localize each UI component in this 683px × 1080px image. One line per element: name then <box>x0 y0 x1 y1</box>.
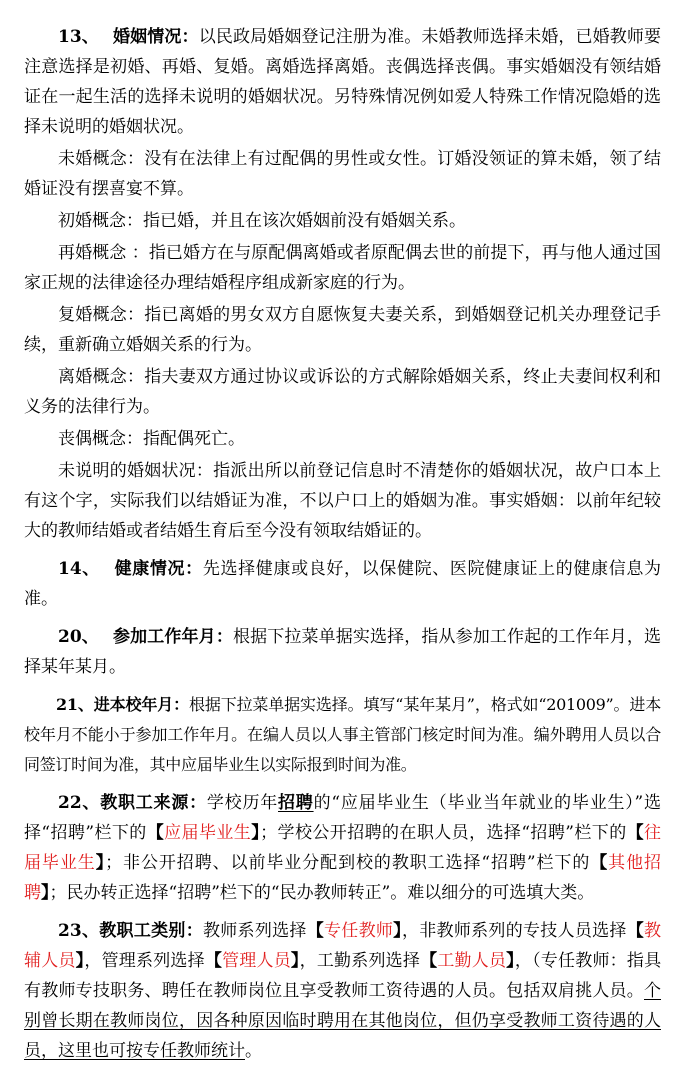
bracket-open: 【 <box>204 951 223 971</box>
item-title: 教职工类别： <box>99 921 203 941</box>
bracket-close: 】 <box>75 951 85 971</box>
option-past-graduate: 【往届毕业生】 <box>24 823 662 873</box>
item-text: 以民政局婚姻登记注册为准。未婚教师选择未婚，已婚教师要注意选择是初婚、再婚、复婚。离婚选择离婚。丧偶选择丧偶。事实婚姻没有领结婚证在一起生活的选择未说明的婚姻状况。另特殊情况例如爱人特殊工作情况隐婚的选择未说明的婚姻状况。 <box>24 27 661 137</box>
item-number: 23、 <box>58 921 100 941</box>
concept-label: 未婚概念： <box>58 149 145 169</box>
item-text: 根据下拉菜单据实选择。填写“某年某月”，格式如“201009”。进本校年月不能小于参加工作年月。在编人员以人事主管部门核定时间为准。编外聘用人员以合同签订时间为准，其中应届毕业生以实际报到时间为准。 <box>24 695 661 774</box>
concept-unmarried <box>24 144 661 204</box>
item-work-start <box>24 622 661 682</box>
option-label: 其他招聘 <box>24 853 662 903</box>
option-service-staff: 工勤人员 <box>437 951 507 971</box>
item-text: 学校历年 <box>206 793 279 813</box>
concept-text: 指派出所以前登记信息时不清楚你的婚姻状况，故户口本上有这个字，实际我们以结婚证为准，不以户口上的婚姻为准。事实婚姻：以前年纪较大的教师结婚或者结婚生育后至今没有领取结婚证的。 <box>24 461 662 541</box>
concept-label: 初婚概念： <box>58 211 143 231</box>
item-title: 健康情况： <box>113 559 203 579</box>
item-text: ；学校公开招聘的在职人员，选择“招聘”栏下的 <box>260 823 627 843</box>
item-title: 婚姻情况： <box>112 27 199 47</box>
concept-label: 离婚概念： <box>58 367 145 387</box>
concept-remarry-same <box>24 300 661 360</box>
underlined-note: 个别曾长期在教师岗位，因各种原因临时聘用在其他岗位，但仍享受教师工资待遇的人员，这里也可按专任教师统计 <box>24 981 661 1061</box>
concept-label: 未说明的婚姻状况： <box>58 461 214 481</box>
item-health <box>24 554 661 614</box>
item-title: 进本校年月： <box>93 695 189 714</box>
item-staff-source <box>24 788 661 908</box>
item-title: 教职工来源： <box>100 793 207 813</box>
concept-text: 指已婚，并且在该次婚姻前没有婚姻关系。 <box>143 211 466 231</box>
concept-text: 指配偶死亡。 <box>143 429 245 449</box>
item-text: 。 <box>245 1041 262 1061</box>
bracket-open: 【 <box>626 921 645 941</box>
item-text: ，（专任教师：指具有教师专技职务、聘任在教师岗位且享受教师工资待遇的人员。包括双肩挑人员。 <box>24 951 662 1001</box>
item-text: ，非教师系列的专技人员选择 <box>401 921 627 941</box>
bracket-close: 】 <box>393 921 402 941</box>
bracket-open: 【 <box>306 921 325 941</box>
concept-text: 指已离婚的男女双方自愿恢复夫妻关系，到婚姻登记机关办理登记手续，重新确立婚姻关系的行为。 <box>24 305 662 355</box>
recruit-keyword: 招聘 <box>278 793 314 813</box>
item-text: ，管理系列选择 <box>84 951 205 971</box>
option-other-recruit: 【其他招聘】 <box>24 853 662 903</box>
option-management-staff: 管理人员 <box>222 951 291 971</box>
item-marriage <box>24 22 661 142</box>
concept-text: 指已婚方在与原配偶离婚或者原配偶去世的前提下，再与他人通过国家正规的法律途径办理结婚程序组成新家庭的行为。 <box>24 243 662 293</box>
concept-label: 复婚概念： <box>58 305 145 325</box>
item-staff-type <box>24 916 661 1066</box>
concept-label: 丧偶概念： <box>58 429 143 449</box>
item-text: ；民办转正选择“招聘”栏下的“民办教师转正”。难以细分的可选填大类。 <box>49 883 595 903</box>
concept-remarriage <box>24 238 661 298</box>
item-text: 先选择健康或良好，以保健院、医院健康证上的健康信息为准。 <box>24 559 662 609</box>
item-number: 13、 <box>58 27 99 47</box>
option-label: 应届毕业生 <box>164 823 252 843</box>
item-number: 20、 <box>58 627 99 647</box>
item-text: 教师系列选择 <box>202 921 307 941</box>
concept-label: 再婚概念 ： <box>58 243 149 263</box>
item-text: 根据下拉菜单据实选择，指从参加工作起的工作年月，选择某年某月。 <box>24 627 662 677</box>
bracket-close: 】 <box>506 951 515 971</box>
option-label: 往届毕业生 <box>24 823 662 873</box>
concept-divorce <box>24 362 661 422</box>
bracket-open: 【 <box>420 951 438 971</box>
concept-unspecified <box>24 456 661 546</box>
item-title: 参加工作年月： <box>112 627 233 647</box>
item-text: ，工勤系列选择 <box>299 951 421 971</box>
item-number: 21、 <box>56 695 94 714</box>
option-teaching-aide: 教辅人员 <box>24 921 662 971</box>
concept-first-marriage <box>24 206 661 236</box>
item-number: 14、 <box>58 559 100 579</box>
concept-widowed <box>24 424 661 454</box>
bracket-close: 】 <box>290 951 300 971</box>
item-number: 22、 <box>58 793 101 813</box>
item-text: ；非公开招聘、以前毕业分配到校的教职工选择“招聘”栏下的 <box>105 853 591 873</box>
item-school-join <box>24 690 661 780</box>
option-full-time-teacher: 专任教师 <box>324 921 394 941</box>
concept-text: 指夫妻双方通过协议或诉讼的方式解除婚姻关系，终止夫妻间权利和义务的法律行为。 <box>24 367 662 417</box>
concept-text: 没有在法律上有过配偶的男性或女性。订婚没领证的算未婚，领了结婚证没有摆喜宴不算。 <box>24 149 662 199</box>
option-fresh-graduate: 【应届毕业生】 <box>146 823 261 843</box>
item-text: 的“应届毕业生（毕业当年就业的毕业生）”选择“招聘”栏下的 <box>24 793 662 843</box>
